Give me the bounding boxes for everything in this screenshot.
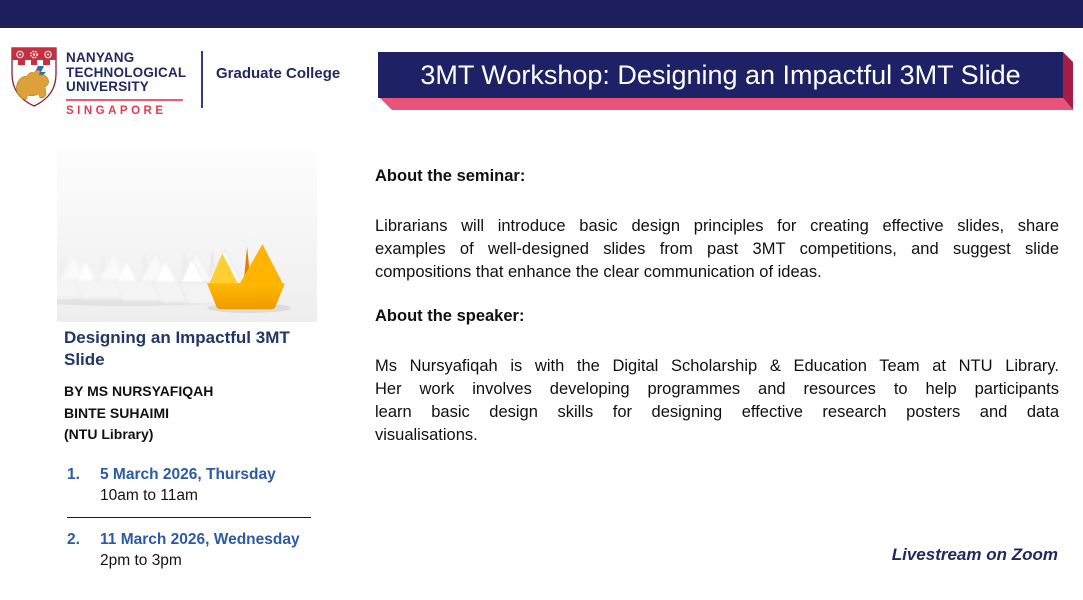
- seminar-heading: About the seminar:: [375, 167, 526, 185]
- speaker-heading: About the speaker:: [375, 307, 525, 325]
- session-number: 1.: [67, 466, 80, 483]
- workshop-title-banner: [378, 52, 1063, 98]
- paragraph-line: Librarians will introduce basic design principles for creating effective slides, share: [375, 217, 1059, 235]
- top-navy-bar: [0, 0, 1083, 28]
- session-item-1: [67, 465, 319, 506]
- seminar-paragraph: [375, 215, 1059, 284]
- university-wordmark: [66, 51, 186, 118]
- session-list: [67, 465, 319, 571]
- speaker-paragraph: [375, 355, 1059, 447]
- session-date: 5 March 2026, Thursday: [100, 466, 276, 483]
- wordmark-rule: [66, 99, 183, 101]
- workshop-title: 3MT Workshop: Designing an Impactful 3MT Slide: [420, 59, 1021, 90]
- ntu-crest-icon: [10, 46, 58, 108]
- country-label: SINGAPORE: [66, 104, 167, 117]
- paragraph-line: visualisations.: [375, 426, 478, 444]
- paragraph-line: Her work involves developing programmes and resources to help participants: [375, 380, 1059, 398]
- paragraph-line: Ms Nursyafiqah is with the Digital Scholarship & Education Team at NTU Library.: [375, 357, 1059, 375]
- livestream-note: Livestream on Zoom: [891, 545, 1058, 564]
- university-line: UNIVERSITY: [66, 79, 150, 94]
- session-divider: [67, 517, 311, 518]
- session-number: 2.: [67, 531, 80, 548]
- brand-divider: [201, 51, 203, 108]
- session-time: 10am to 11am: [100, 487, 198, 504]
- university-line: NANYANG: [66, 50, 135, 65]
- byline-line: BY MS NURSYAFIQAH: [64, 383, 214, 399]
- paragraph-line: compositions that enhance the clear communication of ideas.: [375, 263, 822, 281]
- paragraph-line: examples of well-designed slides from past 3MT competitions, and suggest slide: [375, 240, 1059, 258]
- university-line: TECHNOLOGICAL: [66, 64, 187, 80]
- session-item-2: [67, 530, 319, 571]
- session-date: 11 March 2026, Wednesday: [100, 531, 300, 548]
- byline-line: BINTE SUHAIMI: [64, 404, 169, 421]
- event-title: Designing an Impactful 3MT Slide: [64, 328, 290, 369]
- college-label: Graduate College: [216, 65, 341, 82]
- session-time: 2pm to 3pm: [100, 552, 182, 569]
- speaker-byline: [64, 381, 213, 446]
- byline-line: (NTU Library): [64, 426, 154, 442]
- paragraph-line: learn basic design skills for designing effective research posters and data: [375, 403, 1059, 421]
- paper-boats-image: [57, 150, 317, 322]
